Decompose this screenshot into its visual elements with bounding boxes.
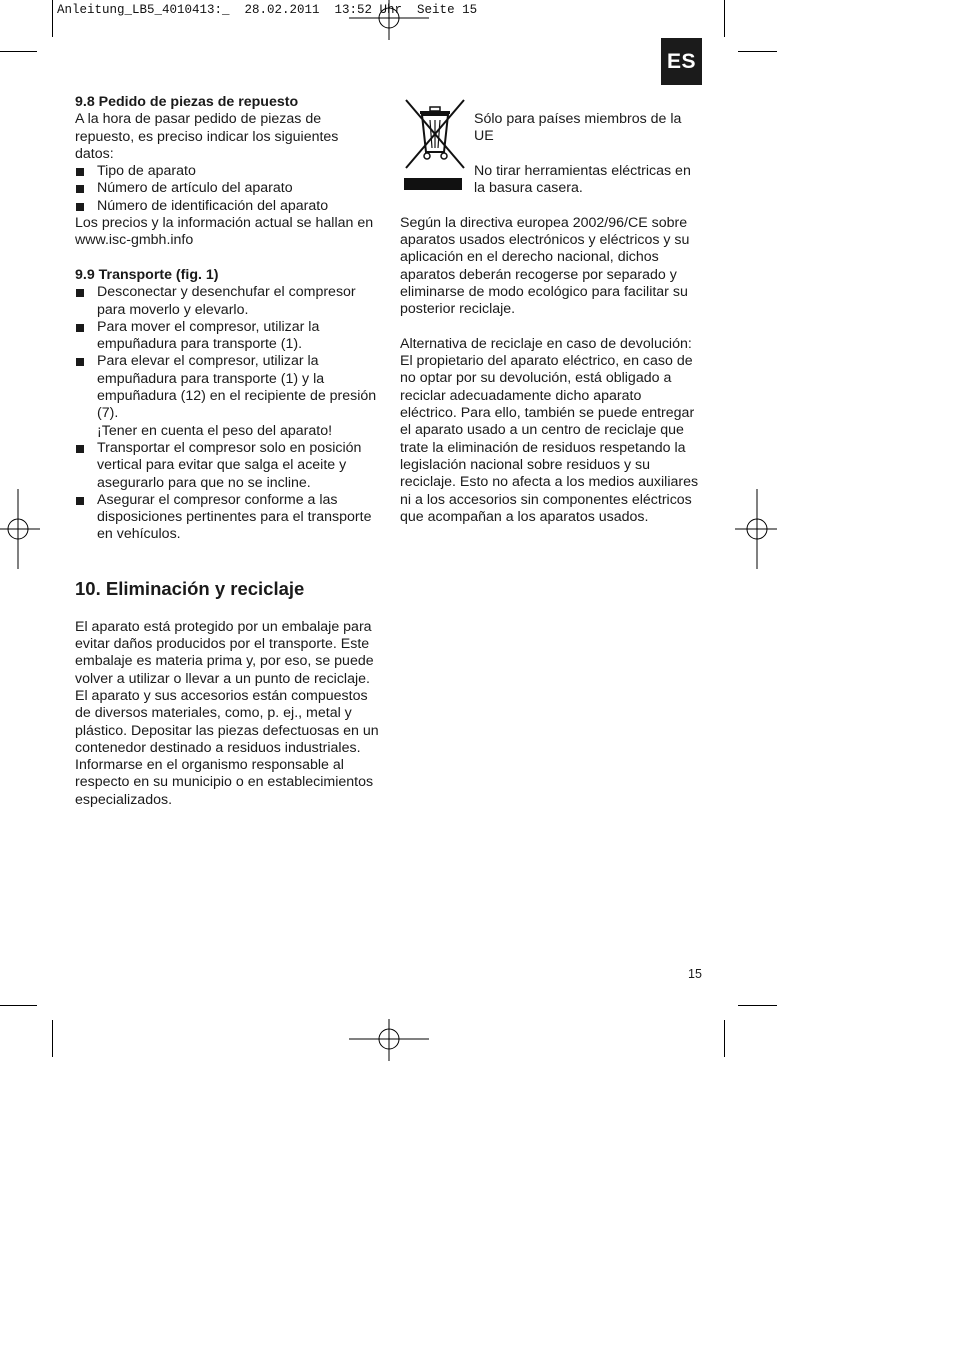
section-9-8-note: Los precios y la información actual se hallan en www.isc-gmbh.info [75, 215, 374, 249]
section-9-8-title: 9.8 Pedido de piezas de repuesto [75, 94, 299, 110]
registration-mark-icon [349, 999, 429, 1079]
page-number: 15 [688, 967, 702, 981]
list-item: Desconectar y desenchufar el compresor para moverlo y elevarlo. [75, 284, 380, 319]
directive-text: Según la directiva europea 2002/96/CE sobre aparatos usados electrónicos y eléctricos y su aplicación en el derecho nacional, dichos aparatos deberán recogerse por separado y eliminarse de modo ecológico para facilitar su posterior reciclaje. [400, 214, 690, 318]
list-item: Asegurar el compresor conforme a las disposiciones pertinentes para el transporte en vehículos. [75, 492, 380, 544]
crop-mark [0, 1005, 37, 1006]
print-slug: Anleitung_LB5_4010413:_ 28.02.2011 13:52 Uhr Seite 15 [57, 3, 478, 17]
registration-mark-icon [349, 0, 429, 58]
list-item: Tipo de aparato [75, 163, 380, 180]
crop-mark [52, 0, 53, 37]
registration-mark-icon [0, 489, 58, 569]
weee-eu-text: Sólo para países miembros de la UE [474, 111, 682, 145]
section-10-title: 10. Eliminación y reciclaje [75, 577, 305, 599]
weight-note: ¡Tener en cuenta el peso del aparato! [97, 422, 333, 439]
section-9-8-intro: A la hora de pasar pedido de piezas de repuesto, es preciso indicar los siguientes datos: [75, 111, 339, 162]
language-tab: ES [661, 38, 702, 85]
list-item: Número de identificación del aparato [75, 198, 380, 215]
crop-mark [0, 51, 37, 52]
list-item: Para mover el compresor, utilizar la empuñadura para transporte (1). [75, 319, 380, 354]
section-9-9-title: 9.9 Transporte (fig. 1) [75, 266, 219, 283]
transport-list [75, 284, 380, 543]
list-item-text: Para elevar el compresor, utilizar la empuñadura para transporte (1) y la empuñadura (12) en el recipiente de presión (7). [97, 353, 377, 422]
registration-mark-icon [717, 489, 797, 569]
crop-mark [724, 1020, 725, 1057]
spare-parts-list [75, 163, 380, 215]
list-item: Número de artículo del aparato [75, 180, 380, 197]
section-10-body: El aparato está protegido por un embalaje para evitar daños producidos por el transporte. Este embalaje es materia prima y, por eso, se puede volver a utilizar o llevar a un punto de reciclaje. El aparato y sus accesorios están compuestos de diversos materiales, como, p. ej., metal y plástico. Depositar las piezas defectuosas en un contenedor destinado a residuos industriales. Informarse en el organismo responsable al respecto en su municipio o en establecimientos especializados. [75, 618, 379, 808]
weee-bin-icon [400, 94, 464, 197]
crop-mark [52, 1020, 53, 1057]
crop-mark [738, 1005, 777, 1006]
weee-warning-text: No tirar herramientas eléctricas en la basura casera. [474, 162, 691, 197]
crop-mark [738, 51, 777, 52]
weee-notice [400, 94, 702, 197]
list-item: Transportar el compresor solo en posición vertical para evitar que salga el aceite y asegurarlo para que no se incline. [75, 440, 380, 492]
right-column [400, 94, 702, 526]
list-item [75, 353, 380, 439]
alternative-text: Alternativa de reciclaje en caso de devolución: El propietario del aparato eléctrico, en caso de no optar por su devolución, está obligado a reciclar adecuadamente dicho aparato eléctrico. Para ello, también se puede entregar el aparato usado a un centro de reciclaje que trate la eliminación de residuos respetando la legislación nacional sobre residuos y su reciclaje. Esto no afecta a los medios auxiliares ni a los accesorios sin componentes eléctricos que acompañan a los aparatos usados. [400, 335, 699, 525]
crop-mark [724, 0, 725, 37]
left-column [75, 94, 380, 809]
